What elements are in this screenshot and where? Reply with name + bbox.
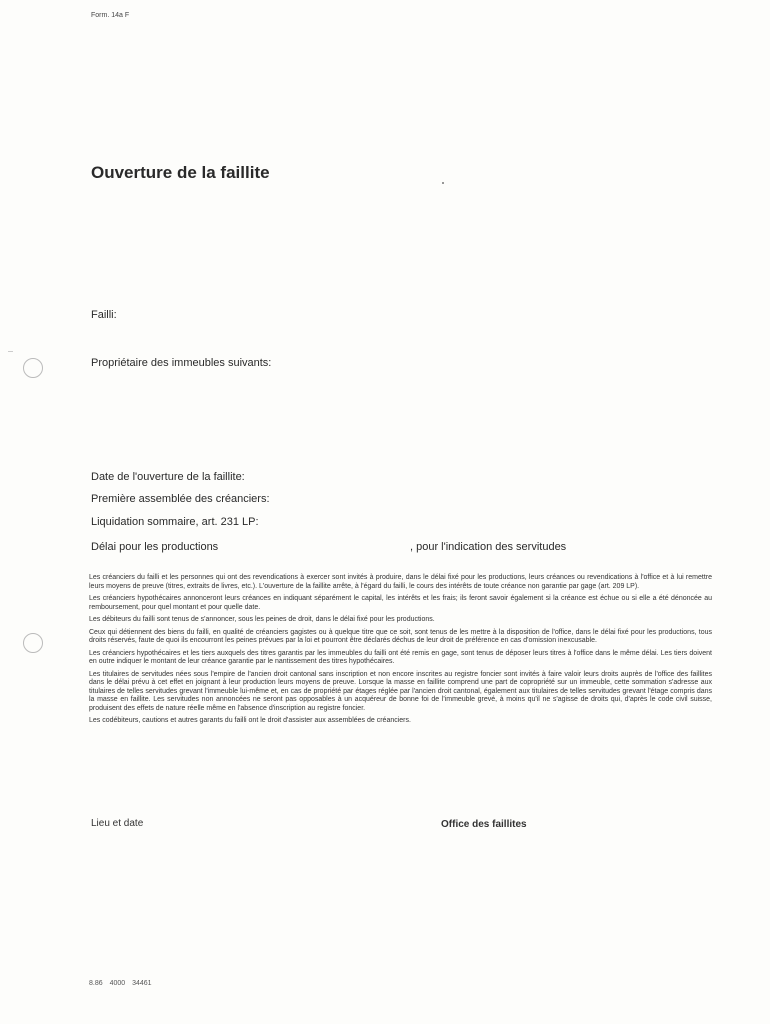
- office-faillites-label: Office des faillites: [441, 819, 527, 830]
- field-proprietaire-label: Propriétaire des immeubles suivants:: [91, 357, 272, 369]
- field-failli-label: Failli:: [91, 309, 117, 321]
- lieu-date-label: Lieu et date: [91, 818, 144, 829]
- punch-hole-icon: [23, 633, 43, 653]
- instructions-text: [89, 574, 712, 730]
- field-liquidation-label: Liquidation sommaire, art. 231 LP:: [91, 516, 259, 528]
- field-servitudes-label: , pour l'indication des servitudes: [410, 541, 567, 553]
- form-number: Form. 14a F: [91, 12, 130, 19]
- paragraph-hypothecaires: Les créanciers hypothécaires annonceront leurs créances en indiquant séparément le capital, les intérêts et les frais; ils feront savoir également si la créance est échue ou si elle a été dénoncée au remboursement, pour quel montant et pour quelle date.: [89, 595, 712, 611]
- paragraph-codebiteurs: Les codébiteurs, cautions et autres garants du failli ont le droit d'assister aux assemblées de créanciers.: [89, 717, 411, 724]
- paragraph-servitudes: Les titulaires de servitudes nées sous l'empire de l'ancien droit cantonal sans inscription et non encore inscrites au registre foncier sont invités à faire valoir leurs droits auprès de l'office des faillites dans le délai prévu à cet effet en joignant à leur production leurs moyens de preuve. Lorsque la masse en faillite comprend une part de copropriété sur un immeuble, cette sommation s'adresse aux titulaires de telles servitudes grevant l'immeuble lui-même et, en cas de propriété par étages réglée par l'ancien droit cantonal, également aux titulaires de telles servitudes grevant l'étage compris dans la masse en faillite. Les servitudes non annoncées ne seront pas opposables à un acquéreur de bonne foi de l'immeuble grevé, à moins qu'il ne s'agisse de droits qui, d'après le code civil suisse, produisent des effets de nature réelle même en l'absence d'inscription au registre foncier.: [89, 670, 712, 712]
- paragraph-titres: Les créanciers hypothécaires et les tiers auxquels des titres garantis par les immeubles du failli ont été remis en gage, sont tenus de déposer leurs titres à l'office dans le même délai. Les tiers doivent en outre indiquer le montant de leur créance garantie par le nantissement des titres hypothécaires.: [89, 649, 712, 665]
- field-date-ouverture-label: Date de l'ouverture de la faillite:: [91, 471, 245, 483]
- field-delai-productions-label: Délai pour les productions: [91, 541, 219, 553]
- paragraph-productions: Les créanciers du failli et les personnes qui ont des revendications à exercer sont invités à produire, dans le délai fixé pour les productions, leurs créances ou revendications à l'office et à lui remettre leurs moyens de preuve (titres, extraits de livres, etc.). L'ouverture de la faillite arrête, à l'égard du failli, le cours des intérêts de toute créance non garantie par gage (art. 209 LP).: [89, 574, 712, 590]
- paragraph-debiteurs: Les débiteurs du failli sont tenus de s'annoncer, sous les peines de droit, dans le délai fixé pour les productions.: [89, 616, 435, 623]
- punch-hole-icon: [23, 358, 43, 378]
- scan-speck: [442, 182, 444, 184]
- footer-code: 8.86 4000 34461: [89, 980, 152, 987]
- field-premiere-assemblee-label: Première assemblée des créanciers:: [91, 493, 270, 505]
- page-title: Ouverture de la faillite: [91, 163, 270, 182]
- paragraph-detenteurs: Ceux qui détiennent des biens du failli, en qualité de créanciers gagistes ou à quelque titre que ce soit, sont tenus de les mettre à la disposition de l'office, dans le délai fixé pour les productions, tous droits réservés, faute de quoi ils encourront les peines prévues par la loi et pourront être déclarés déchus de leur droit de préférence en cas d'omission inexcusable.: [89, 628, 712, 644]
- scan-mark: [8, 351, 13, 352]
